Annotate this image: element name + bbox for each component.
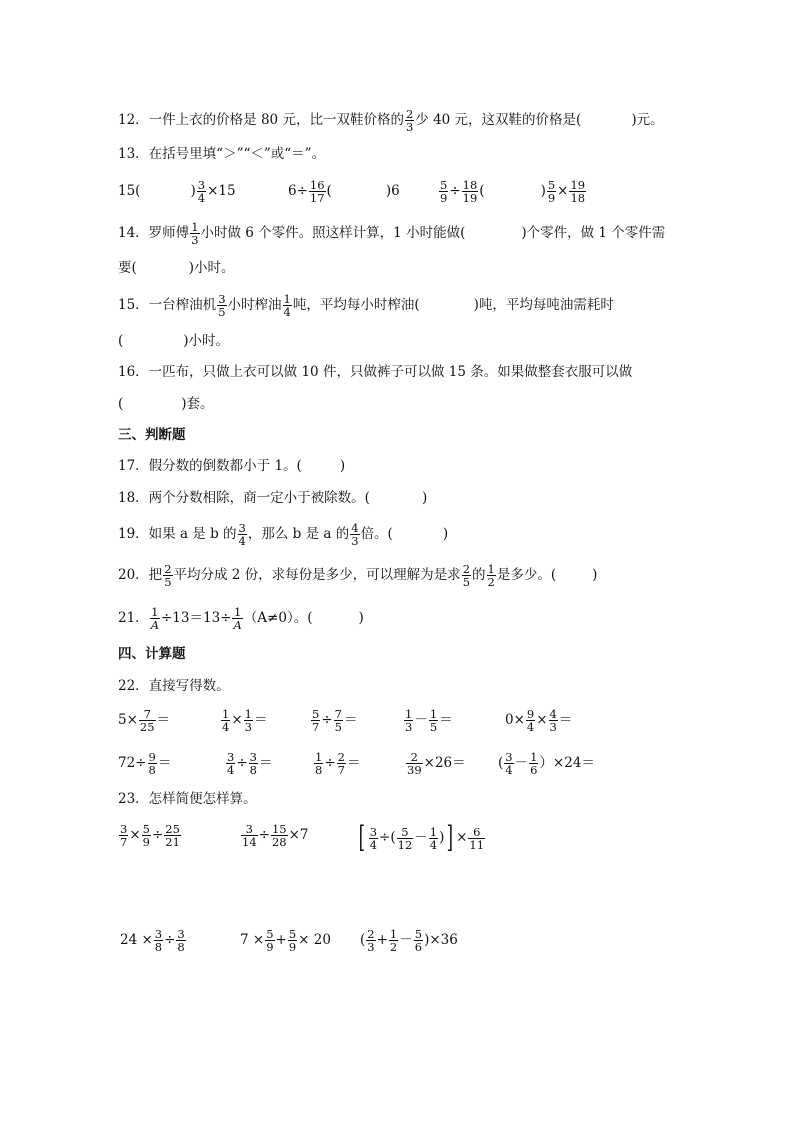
fraction: $\frac{2}{39}$ <box>407 750 422 777</box>
fraction: $\frac{1}{A}$ <box>150 605 159 632</box>
fraction: $\frac{5}{6}$ <box>414 927 423 954</box>
calc-item: 72÷ $\frac{9}{8}$ ＝ <box>118 750 172 777</box>
fraction: $\frac{3}{4}$ <box>197 178 206 205</box>
q12-text: 少 40 元，这双鞋的价格是( <box>415 112 582 128</box>
fraction: $\frac{3}{7}$ <box>120 822 128 849</box>
compare-1: 15( ) $\frac{3}{4}$ ×15 <box>118 178 236 205</box>
fraction: $\frac{1}{6}$ <box>530 750 538 777</box>
fraction: $\frac{9}{8}$ <box>148 750 156 777</box>
fraction: $\frac{6}{11}$ <box>469 824 485 852</box>
question-19: 19．如果 a 是 b 的 $\frac{3}{4}$ ，那么 b 是 a 的 $\frac{4}{3}$ 倍。( ) <box>118 521 449 548</box>
question-17: 17．假分数的倒数都小于 1。( ) <box>118 458 346 474</box>
fraction: $\frac{3}{4}$ <box>369 824 378 852</box>
fraction: $\frac{1}{2}$ <box>487 562 495 589</box>
fraction: $\frac{3}{8}$ <box>154 927 163 954</box>
fraction: $\frac{1}{4}$ <box>429 824 438 852</box>
section-heading: 三、判断题 <box>118 427 186 443</box>
fraction: $\frac{1}{3}$ <box>244 707 252 734</box>
fraction: $\frac{5}{9}$ <box>440 178 448 205</box>
calc-item: $\frac{5}{7}$ ÷ $\frac{7}{5}$ ＝ <box>312 707 358 734</box>
question-14-cont: 要( )小时。 <box>118 260 235 276</box>
fraction: $\frac{2}{7}$ <box>337 750 345 777</box>
calc-item: 24 × $\frac{3}{8}$ ÷ $\frac{3}{8}$ <box>120 927 185 954</box>
fraction: $\frac{2}{5}$ <box>462 562 471 589</box>
question-16-cont: ( )套。 <box>118 396 214 412</box>
compare-3: $\frac{5}{9}$ ÷ $\frac{18}{19}$ ( ) $\frac{5}{9}$ × $\frac{19}{18}$ <box>440 178 586 205</box>
question-12: 12．一件上衣的价格是 80 元，比一双鞋价格的 $\frac{2}{3}$ 少 40 元，这双鞋的价格是( )元。 <box>118 107 664 134</box>
fraction: $\frac{5}{9}$ <box>266 927 274 954</box>
question-14: 14．罗师傅 $\frac{1}{3}$ 小时做 6 个零件。照这样计算，1 小时能做( )个零件，做 1 个零件需 <box>118 220 666 247</box>
question-18: 18．两个分数相除，商一定小于被除数。( ) <box>118 490 428 506</box>
question-20: 20．把 $\frac{2}{5}$ 平均分成 2 份，求每份是多少，可以理解为是求 $\frac{2}{5}$ 的 $\frac{1}{2}$ 是多少。( ) <box>118 562 598 589</box>
question-15-cont: ( )小时。 <box>118 333 230 349</box>
fraction: $\frac{2}{3}$ <box>367 927 375 954</box>
fraction: $\frac{1}{4}$ <box>222 707 230 734</box>
calc-item: $\frac{1}{3}$ － $\frac{1}{5}$ ＝ <box>405 707 453 734</box>
question-23-title: 23．怎样简便怎样算。 <box>118 791 257 807</box>
fraction: $\frac{7}{5}$ <box>334 707 342 734</box>
fraction: $\frac{15}{28}$ <box>271 822 287 849</box>
calc-item: ( $\frac{3}{4}$ － $\frac{1}{6}$ ）×24＝ <box>498 750 595 777</box>
fraction: $\frac{16}{17}$ <box>309 178 325 205</box>
fraction: $\frac{2}{5}$ <box>164 562 172 589</box>
question-13-title: 13．在括号里填“＞”“＜”或“＝”。 <box>118 146 326 162</box>
question-22-title: 22．直接写得数。 <box>118 678 230 694</box>
fraction: $\frac{3}{14}$ <box>242 822 257 849</box>
fraction: $\frac{3}{8}$ <box>177 927 185 954</box>
fraction: $\frac{7}{25}$ <box>139 707 155 734</box>
fraction: $\frac{25}{21}$ <box>165 822 180 849</box>
fraction: $\frac{4}{3}$ <box>351 521 359 548</box>
calc-item: $\frac{3}{7}$ × $\frac{5}{9}$ ÷ $\frac{25}{21}$ <box>120 822 180 849</box>
fraction: $\frac{1}{8}$ <box>315 750 323 777</box>
fraction: $\frac{19}{18}$ <box>570 178 586 205</box>
fraction: $\frac{3}{4}$ <box>505 750 513 777</box>
question-15: 15．一台榨油机 $\frac{3}{5}$ 小时榨油 $\frac{1}{4}$ 吨，平均每小时榨油( )吨，平均每吨油需耗时 <box>118 292 614 319</box>
fraction: $\frac{9}{4}$ <box>526 707 535 734</box>
calc-item: ( $\frac{2}{3}$ + $\frac{1}{2}$ － $\frac{5}{6}$ )×36 <box>360 927 458 954</box>
fraction: $\frac{18}{19}$ <box>462 178 478 205</box>
fraction: $\frac{1}{A}$ <box>233 605 242 632</box>
fraction: $\frac{1}{4}$ <box>283 292 291 319</box>
section-heading: 四、计算题 <box>118 646 186 662</box>
question-16: 16．一匹布，只做上衣可以做 10 件，只做裤子可以做 15 条。如果做整套衣服可以做 <box>118 364 633 380</box>
fraction: $\frac{1}{2}$ <box>389 927 398 954</box>
calc-item: [ $\frac{3}{4}$ ÷( $\frac{5}{12}$ － $\frac{1}{4}$ )] × $\frac{6}{11}$ <box>358 820 485 855</box>
fraction: $\frac{1}{3}$ <box>405 707 413 734</box>
calc-item: 7 × $\frac{5}{9}$ + $\frac{5}{9}$ × 20 <box>240 927 331 954</box>
calc-item: 0× $\frac{9}{4}$ × $\frac{4}{3}$ ＝ <box>505 707 573 734</box>
calc-item: 5× $\frac{7}{25}$ ＝ <box>118 707 171 734</box>
calc-item: $\frac{2}{39}$ ×26＝ <box>407 750 466 777</box>
fraction: $\frac{5}{12}$ <box>397 824 413 852</box>
fraction: $\frac{5}{9}$ <box>142 822 150 849</box>
fraction: $\frac{3}{8}$ <box>249 750 257 777</box>
calc-item: $\frac{3}{14}$ ÷ $\frac{15}{28}$ ×7 <box>242 822 309 849</box>
question-21: 21． $\frac{1}{A}$ ÷13＝13÷ $\frac{1}{A}$ （A≠0）。( ) <box>118 605 364 632</box>
compare-2: 6÷ $\frac{16}{17}$ ( )6 <box>288 178 400 205</box>
q12-text: 12．一件上衣的价格是 80 元，比一双鞋价格的 <box>118 112 404 128</box>
fraction: $\frac{1}{3}$ <box>191 220 199 247</box>
fraction: $\frac{5}{9}$ <box>288 927 297 954</box>
fraction: $\frac{3}{4}$ <box>238 521 246 548</box>
fraction: $\frac{1}{5}$ <box>429 707 438 734</box>
calc-item: $\frac{1}{8}$ ÷ $\frac{2}{7}$ ＝ <box>315 750 361 777</box>
fraction: $\frac{2}{3}$ <box>405 107 414 134</box>
calc-item: $\frac{3}{4}$ ÷ $\frac{3}{8}$ ＝ <box>227 750 273 777</box>
fraction: $\frac{3}{5}$ <box>218 292 226 319</box>
fraction: $\frac{3}{4}$ <box>227 750 235 777</box>
fraction: $\frac{4}{3}$ <box>549 707 557 734</box>
fraction: $\frac{5}{7}$ <box>312 707 320 734</box>
calc-item: $\frac{1}{4}$ × $\frac{1}{3}$ ＝ <box>222 707 268 734</box>
fraction: $\frac{5}{9}$ <box>547 178 556 205</box>
